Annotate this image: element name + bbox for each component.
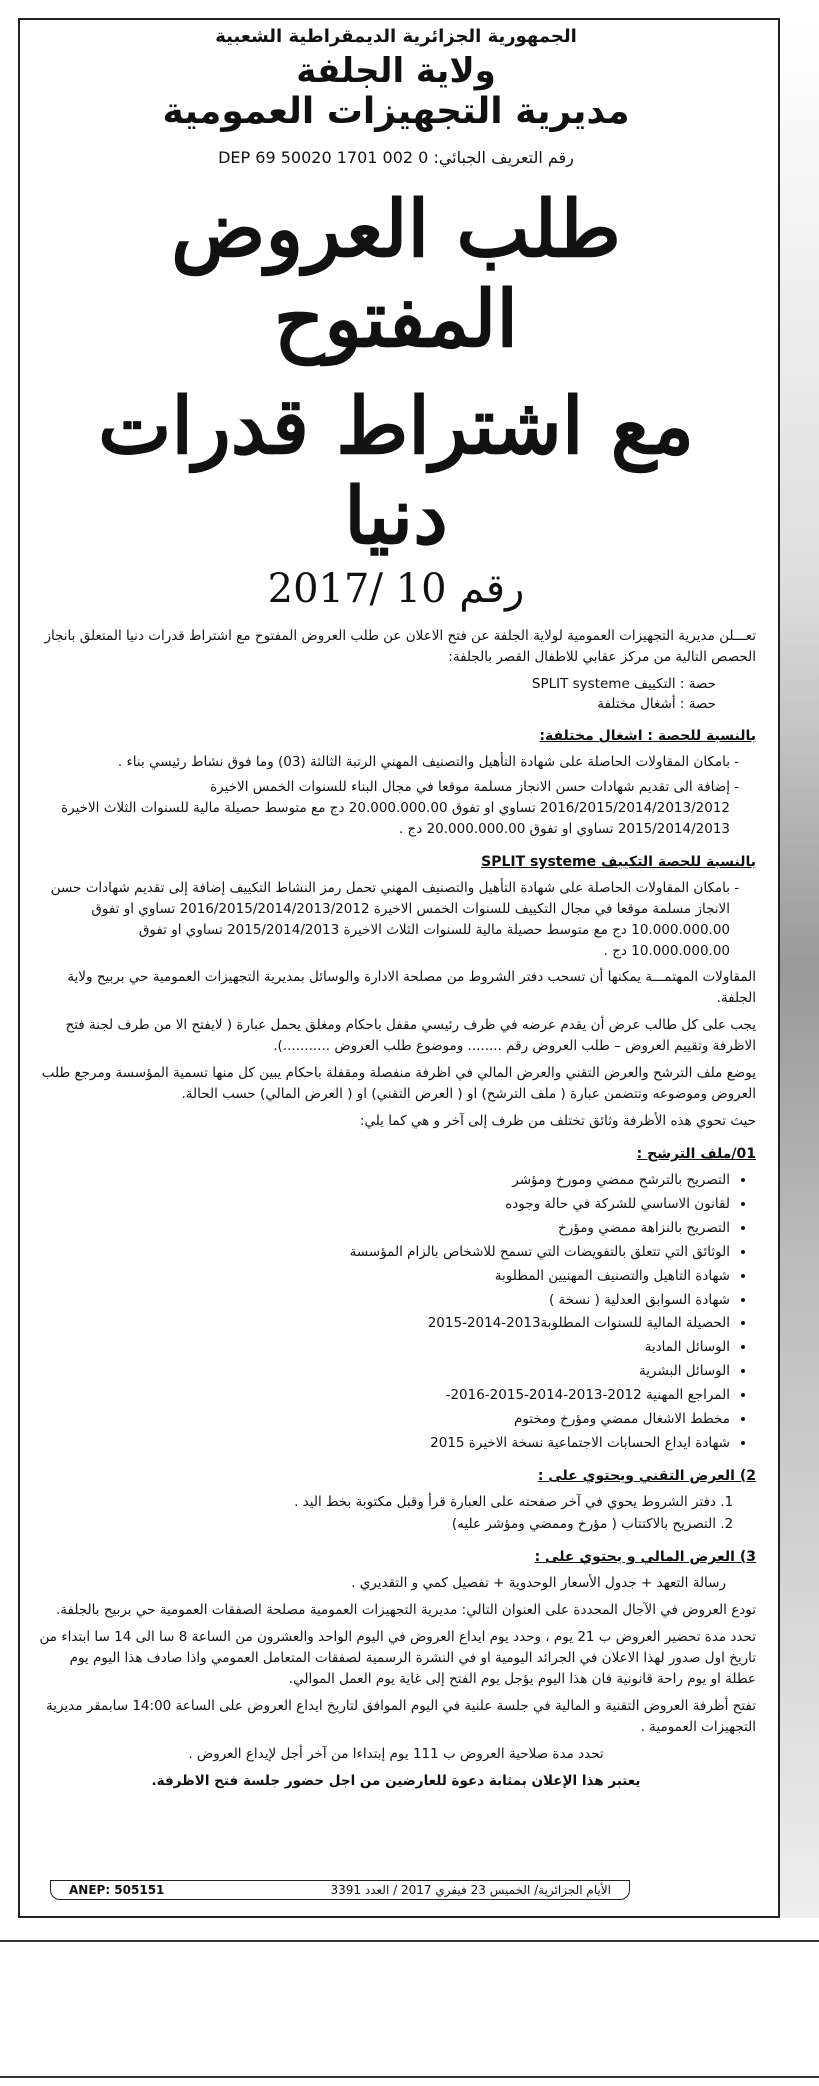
adjacent-page-edge: [780, 18, 819, 1918]
paragraph: يجب على كل طالب عرض أن يقدم عرضه في ظرف رئيسي مقفل باحكام ومغلق يحمل عبارة ( لايفتح الا من طرف لجنة فتح الاظرفة وتقييم العروض – طلب العروض رقم ........ وموضوع طلب العروض ...........).: [65, 1017, 756, 1055]
misc-works-list: [36, 752, 756, 840]
list-item: - بامكان المقاولات الحاصلة على شهادة التأهيل والتصنيف المهني الرتبة الثالثة (03) وما فوق نشاط رئيسي بناء .: [36, 752, 730, 773]
list-item: • شهادة السوابق العدلية ( نسخة ): [36, 1290, 730, 1311]
paragraph: يوضع ملف الترشح والعرض التقني والعرض المالي في اظرفة منفصلة ومقفلة باحكام يبين كل منها تسمية المؤسسة ومرجع طلب العروض وموضوعه وتتضمن عبارة ( ملف الترشح) او ( العرض التقني) او ( العرض المالي) حسب الحالة.: [41, 1065, 756, 1103]
notice-title-line1: طلب العروض المفتوح: [171, 184, 621, 365]
anep-reference: ANEP: 505151: [69, 1883, 165, 1897]
closing-paragraph: تودع العروض في الآجال المحددة على العنوان التالي: مديرية التجهيزات العمومية مصلحة الصفقات العمومية حي بربيح بالجلفة.: [56, 1602, 756, 1619]
list-item: 1. دفتر الشروط يحوي في آخر صفحته على العبارة قرأ وقبل مكتوبة بخط اليد .: [36, 1492, 716, 1514]
wilaya-heading: ولاية الجلفة: [296, 51, 496, 91]
notice-title-line2: مع اشتراط قدرات دنيا: [97, 381, 694, 563]
page-divider: [0, 2076, 819, 2078]
lots-list: [36, 674, 756, 715]
paragraph: حيث تحوي هذه الأظرفة وثائق تختلف من ظرف إلى آخر و هي كما يلي:: [359, 1113, 756, 1129]
list-item: • الحصيلة المالية للسنوات المطلوبة2013-2014-2015: [36, 1313, 730, 1334]
candidacy-heading: 01/ملف الترشح :: [636, 1145, 756, 1162]
list-item: • التصريح بالنزاهة ممضي ومؤرخ: [36, 1218, 730, 1239]
closing-paragraph: تحدد مدة تحضير العروض ب 21 يوم ، وحدد يوم ايداع العروض في اليوم الواحد والعشرون من الساعة 8 سا الى 14 سا ابتداء من تاريخ اول صدور لهذا الاعلان في الجرائد اليومية او في النشرة الرسمية لصفقات المتعامل العمومي واذا صادف هذا اليوم يوم عطلة او يوم راحة قانونية فان هذا اليوم يؤجل يوم الفتح إلى غاية يوم العمل الموالي.: [39, 1629, 756, 1687]
list-item: • الوثائق التي تتعلق بالتفويضات التي تسمح للاشخاص بالزام المؤسسة: [36, 1242, 730, 1263]
ac-list: [36, 878, 756, 962]
list-item: • شهادة ايداع الحسابات الاجتماعية نسخة الاخيرة 2015: [36, 1433, 730, 1454]
list-item: - إضافة الى تقديم شهادات حسن الانجاز مسلمة موقعا في مجال البناء للسنوات الخمس الاخيرة 2016/2015/2014/2013/2012 تساوي او تفوق 20.000.000.00 دج مع متوسط حصيلة مالية للسنوات الثلاث الاخيرة 2015/2014/2013 تساوي او تفوق 20.000.000.00 دج .: [36, 777, 730, 840]
lot-item: حصة : أشغال مختلفة: [597, 695, 716, 712]
list-item: • لقانون الاساسي للشركة في حالة وجوده: [36, 1194, 730, 1215]
list-item: • مخطط الاشغال ممضي ومؤرخ ومختوم: [36, 1409, 730, 1430]
financial-item: رسالة التعهد + جدول الأسعار الوحدوية + تفصيل كمي و التقديري .: [351, 1575, 726, 1592]
closing-paragraph: تحدد مدة صلاحية العروض ب 111 يوم إبتداءا من آخر أجل لإيداع العروض .: [188, 1745, 604, 1762]
technical-heading: 2) العرض التقني ويحتوي على :: [537, 1467, 756, 1484]
lot-item: حصة : التكييف SPLIT systeme: [531, 675, 716, 692]
list-item: • شهادة التاهيل والتصنيف المهنيين المطلوبة: [36, 1266, 730, 1287]
list-item: • الوسائل المادية: [36, 1337, 730, 1358]
notice-body: [36, 22, 756, 1797]
paragraph: المقاولات المهتمـــة يمكنها أن تسحب دفتر الشروط من مصلحة الادارة والوسائل بمديرية التجهيزات العمومية حي بربيح ولاية الجلفة.: [67, 969, 756, 1007]
list-item: • المراجع المهنية 2012-2013-2014-2015-2016-: [36, 1385, 730, 1406]
candidacy-list: [36, 1170, 756, 1454]
republic-heading: الجمهورية الجزائرية الديمقراطية الشعبية: [215, 26, 577, 47]
newspaper-issue: الأيام الجزائرية/ الخميس 23 فيفري 2017 / العدد 3391: [330, 1883, 611, 1897]
ac-heading: بالنسبة للحصة التكييف SPLIT systeme: [481, 853, 756, 870]
list-item: • الوسائل البشرية: [36, 1361, 730, 1382]
intro-text: تعـــلن مديرية التجهيزات العمومية لولاية الجلفة عن فتح الاعلان عن طلب العروض المفتوح مع اشتراط قدرات دنيا المتعلق بانجاز الحصص التالية من مركز عقابي للاطفال القصر بالجلفة:: [44, 627, 756, 665]
closing-paragraph: يعتبر هذا الإعلان بمثابة دعوة للعارضين من اجل حضور جلسة فتح الاظرفة.: [151, 1772, 641, 1789]
list-item: 2. التصريح بالاكتتاب ( مؤرخ وممضي ومؤشر عليه): [36, 1514, 716, 1536]
tax-id: رقم التعريف الجبائي: 0 002 1701 50020 69 DEP: [218, 148, 574, 167]
notice-number: رقم 10 /2017: [267, 565, 525, 612]
technical-list: [36, 1492, 756, 1535]
closing-paragraph: تفتح أظرفة العروض التقنية و المالية في جلسة علنية في اليوم الموافق لتاريخ ايداع العروض على الساعة 14:00 سابمقر مديرية التجهيزات العمومية .: [45, 1697, 756, 1735]
directorate-heading: مديرية التجهيزات العمومية: [162, 91, 630, 132]
financial-heading: 3) العرض المالي و يحتوي على :: [534, 1549, 756, 1566]
misc-works-heading: بالنسبة للحصة : اشغال مختلفة:: [539, 728, 756, 745]
newspaper-footer: [50, 1880, 630, 1900]
list-item: - بامكان المقاولات الحاصلة على شهادة التأهيل والتصنيف المهني تحمل رمز النشاط التكييف إضافة إلى تقديم شهادات حسن الانجاز مسلمة موقعا في مجال التكييف للسنوات الخمس الاخيرة 2016/2015/2014/2013/2012 تساوي او تفوق 10.000.000.00 دج مع متوسط حصيلة مالية للسنوات الثلاث الاخيرة 2015/2014/2013 تساوي او تفوق 10.000.000.00 دج .: [36, 878, 730, 962]
list-item: • التصريح بالترشح ممضي ومورخ ومؤشر: [36, 1170, 730, 1191]
page-divider: [0, 1940, 819, 1942]
